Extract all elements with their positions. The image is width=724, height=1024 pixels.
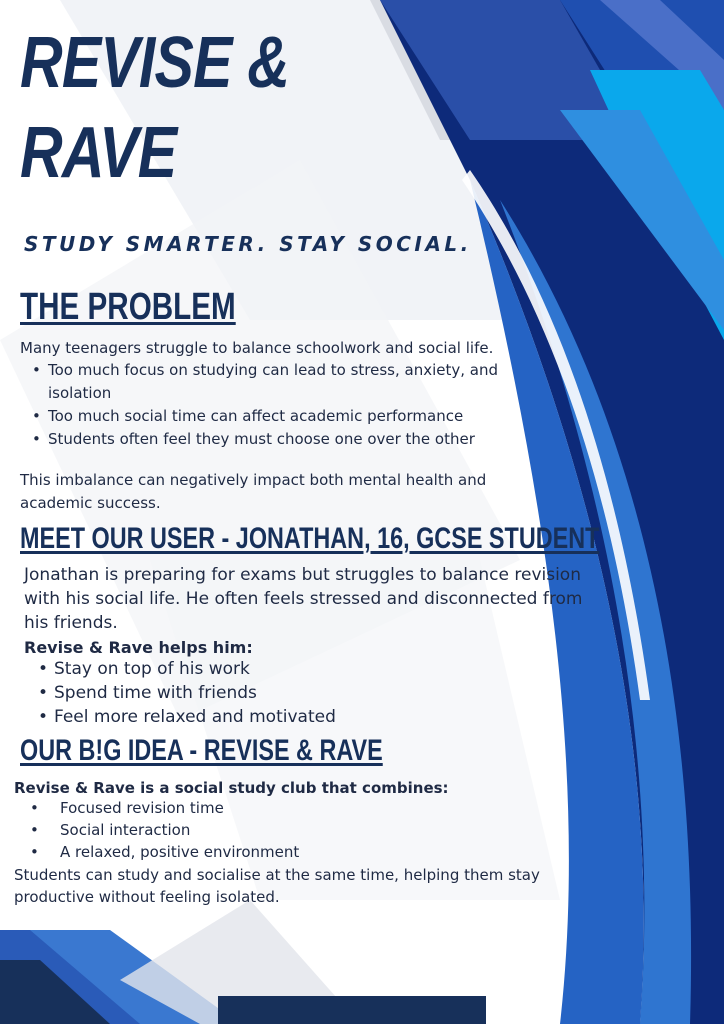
idea-closing: Students can study and socialise at the same time, helping them stay productive without feeling isolated. xyxy=(14,866,540,906)
bullet-icon: • xyxy=(30,843,39,861)
list-item xyxy=(14,819,299,841)
bullet-icon: • xyxy=(38,683,49,703)
list-item-text: Too much focus on studying can lead to stress, anxiety, and isolation xyxy=(48,361,499,402)
list-item xyxy=(26,657,336,681)
list-item-text: Too much social time can affect academic performance xyxy=(48,407,464,425)
user-helps-label: Revise & Rave helps him: xyxy=(24,638,253,657)
list-item-text: A relaxed, positive environment xyxy=(60,843,300,861)
bullet-icon: • xyxy=(32,407,41,425)
title-line-1: REVISE & xyxy=(20,23,290,103)
user-bullet-list xyxy=(26,657,336,729)
user-heading: MEET OUR USER - JONATHAN, 16, GCSE STUDENT xyxy=(20,522,600,555)
tagline: STUDY SMARTER. STAY SOCIAL. xyxy=(24,232,472,256)
bullet-icon: • xyxy=(38,707,49,727)
bullet-icon: • xyxy=(32,361,41,379)
bullet-icon: • xyxy=(38,659,49,679)
list-item xyxy=(20,405,520,428)
problem-intro: Many teenagers struggle to balance schoolwork and social life. xyxy=(20,339,494,357)
bullet-icon: • xyxy=(30,821,39,839)
list-item xyxy=(26,705,336,729)
flyer-title xyxy=(20,18,289,198)
list-item-text: Focused revision time xyxy=(60,799,224,817)
list-item xyxy=(26,681,336,705)
problem-conclusion: This imbalance can negatively impact both mental health and academic success. xyxy=(20,471,487,512)
idea-bullet-list xyxy=(14,797,299,863)
list-item-text: Spend time with friends xyxy=(54,683,257,703)
list-item-text: Feel more relaxed and motivated xyxy=(54,707,336,727)
list-item-text: Students often feel they must choose one over the other xyxy=(48,430,475,448)
problem-heading: THE PROBLEM xyxy=(20,286,236,328)
list-item xyxy=(14,797,299,819)
list-item xyxy=(14,841,299,863)
idea-intro: Revise & Rave is a social study club that combines: xyxy=(14,779,449,797)
title-line-2: RAVE xyxy=(20,113,177,193)
bullet-icon: • xyxy=(30,799,39,817)
list-item-text: Stay on top of his work xyxy=(54,659,250,679)
user-description: Jonathan is preparing for exams but struggles to balance revision with his social life. He often feels stressed and disconnected from his friends. xyxy=(24,565,583,633)
problem-bullet-list xyxy=(20,359,520,451)
list-item xyxy=(20,428,520,451)
idea-heading: OUR B!G IDEA - REVISE & RAVE xyxy=(20,734,383,767)
list-item-text: Social interaction xyxy=(60,821,191,839)
bullet-icon: • xyxy=(32,430,41,448)
list-item xyxy=(20,359,520,405)
